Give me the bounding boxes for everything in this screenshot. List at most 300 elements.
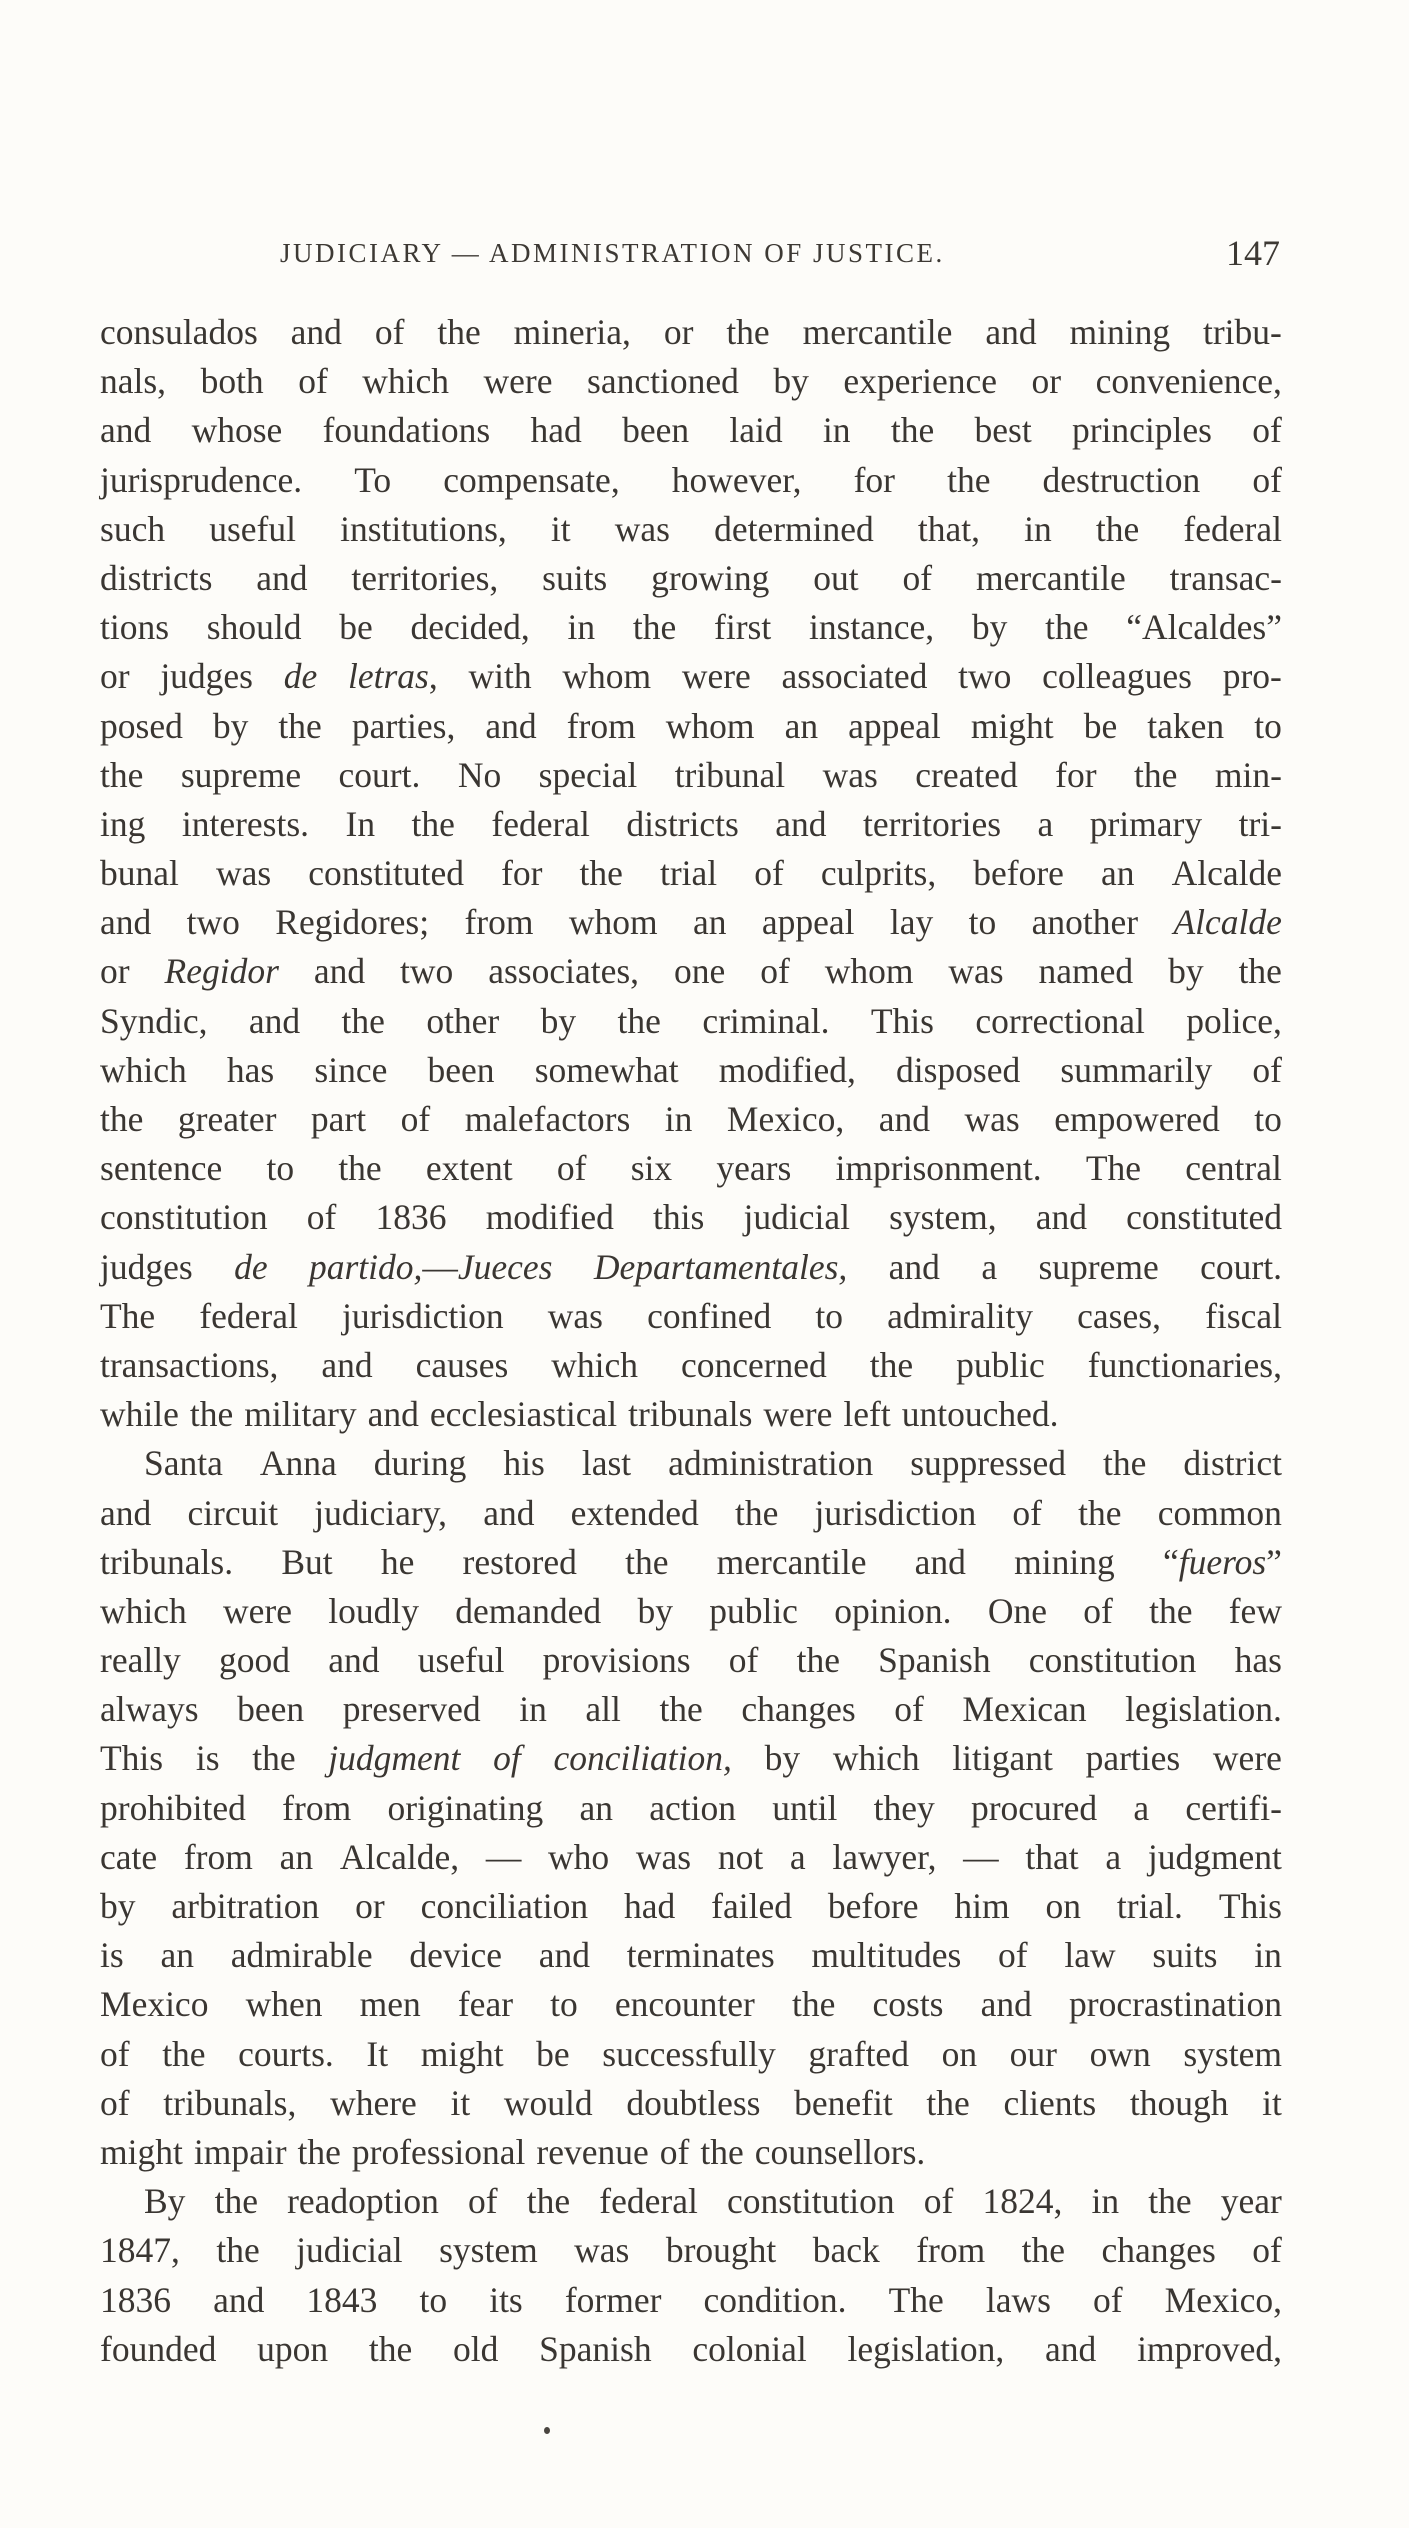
- text-line: [100, 702, 1282, 751]
- word: and: [213, 2279, 265, 2320]
- word: useful: [417, 1640, 505, 1681]
- word: mercantile: [975, 557, 1126, 598]
- word: the: [659, 1689, 703, 1730]
- word: appeal: [848, 705, 941, 746]
- word: constituted: [308, 853, 464, 894]
- word: useful: [209, 508, 296, 549]
- word: determined: [714, 508, 874, 549]
- word: from: [916, 2230, 986, 2271]
- word: failed: [711, 1886, 792, 1926]
- word: was: [948, 951, 1004, 992]
- text-line: [100, 1439, 1282, 1488]
- word: destruction: [1042, 459, 1201, 500]
- word: his: [503, 1443, 545, 1484]
- word: by: [764, 1738, 801, 1779]
- word: of: [1252, 1049, 1282, 1090]
- word: greater: [177, 1099, 277, 1139]
- text-line: [100, 2325, 1282, 2374]
- word: by: [637, 1590, 673, 1631]
- word: not: [717, 1836, 764, 1877]
- word: circuit: [187, 1492, 279, 1533]
- word: six: [630, 1148, 673, 1189]
- word: impair: [193, 2131, 287, 2172]
- word: preserved: [342, 1689, 481, 1730]
- word: by: [100, 1886, 136, 1926]
- word: legislation,: [847, 2328, 1005, 2369]
- word: originating: [387, 1787, 544, 1828]
- word: trial.: [1116, 1886, 1183, 1926]
- word: they: [873, 1787, 935, 1828]
- word: laws: [985, 2279, 1051, 2320]
- word: and: [100, 410, 152, 451]
- text-line: [100, 1489, 1282, 1538]
- word: whom: [824, 951, 914, 992]
- word: special: [538, 754, 638, 795]
- word: the: [792, 1984, 836, 2025]
- word: de: [234, 1246, 268, 1287]
- word: were: [483, 361, 553, 402]
- word: years: [716, 1148, 792, 1189]
- word: the: [1149, 1590, 1193, 1631]
- word: two: [400, 951, 454, 992]
- word: This: [100, 1738, 164, 1779]
- word: judicial: [743, 1197, 850, 1238]
- word: arbitration: [171, 1886, 320, 1926]
- word: the: [1095, 508, 1140, 549]
- word: a: [789, 1836, 806, 1877]
- word: one: [673, 951, 726, 992]
- word: Anna: [259, 1443, 337, 1484]
- word: federal: [491, 803, 590, 844]
- word: was: [822, 754, 878, 795]
- word: that: [1025, 1836, 1079, 1877]
- word: it: [450, 2082, 471, 2123]
- text-line: [100, 308, 1282, 357]
- word: min-: [1214, 754, 1282, 795]
- word: modified: [485, 1197, 614, 1238]
- word: But: [281, 1541, 333, 1582]
- word: in: [519, 1689, 547, 1730]
- word: —: [963, 1836, 999, 1877]
- word: improved,: [1137, 2328, 1282, 2369]
- word: One: [987, 1590, 1047, 1631]
- word: in: [1024, 508, 1052, 549]
- word: the: [700, 2131, 744, 2172]
- word: suits: [1152, 1935, 1218, 1976]
- word: tribunals: [628, 1394, 753, 1435]
- word: constituted: [1126, 1197, 1282, 1238]
- word: where: [330, 2082, 417, 2123]
- word: doubtless: [626, 2082, 761, 2123]
- word: this: [653, 1197, 705, 1238]
- word: the: [437, 312, 481, 352]
- word: for: [1055, 754, 1097, 795]
- word: good: [219, 1640, 291, 1681]
- word: the: [734, 1492, 779, 1533]
- word: The: [888, 2279, 944, 2320]
- word: somewhat: [534, 1049, 679, 1090]
- word: until: [772, 1787, 838, 1828]
- word: the: [189, 1394, 234, 1435]
- word: of: [298, 361, 328, 402]
- word: and: [321, 1344, 373, 1385]
- word: Santa: [144, 1443, 223, 1484]
- text-line: [100, 1144, 1282, 1193]
- word: letras,: [347, 656, 438, 697]
- word: tribunals,: [163, 2082, 297, 2123]
- word: ing: [100, 803, 146, 844]
- word: district: [1183, 1443, 1282, 1484]
- word: cate: [100, 1836, 158, 1877]
- word: 1824,: [982, 2181, 1063, 2222]
- word: which: [362, 361, 450, 402]
- word: constitution: [726, 2181, 895, 2222]
- text-line: [100, 1636, 1282, 1685]
- text-line: [100, 1587, 1282, 1636]
- word: and: [100, 1492, 152, 1533]
- word: jurisdiction: [814, 1492, 977, 1533]
- word: certifi-: [1185, 1787, 1282, 1828]
- word: professional: [351, 2131, 526, 2172]
- word: to: [550, 1984, 578, 2025]
- text-line: [100, 1292, 1282, 1341]
- page-number: 147: [1226, 233, 1280, 273]
- word: untouched.: [901, 1394, 1059, 1435]
- word: It: [366, 2033, 389, 2074]
- word: partido,—Jueces: [308, 1246, 553, 1287]
- word: of: [754, 853, 784, 894]
- word: foundations: [322, 410, 491, 451]
- word: causes: [415, 1344, 509, 1385]
- word: court.: [338, 754, 421, 795]
- word: supreme: [180, 754, 302, 795]
- word: the: [1045, 607, 1089, 648]
- word: jurisdiction: [341, 1295, 504, 1336]
- word: judges: [100, 1246, 193, 1287]
- word: cases,: [1077, 1295, 1161, 1336]
- word: and: [888, 1246, 940, 1287]
- text-line: [100, 1734, 1282, 1783]
- word: of: [1252, 410, 1282, 451]
- word: the: [726, 312, 770, 352]
- word: or: [100, 951, 130, 992]
- word: changes: [1101, 2230, 1216, 2271]
- word: the: [796, 1640, 840, 1681]
- word: parties,: [351, 705, 456, 746]
- word: back: [812, 2230, 880, 2271]
- word: both: [200, 361, 264, 402]
- word: of: [1012, 1492, 1042, 1533]
- word: transactions,: [100, 1344, 279, 1385]
- text-line: [100, 1882, 1282, 1931]
- word: Spanish: [539, 2328, 652, 2369]
- word: the: [297, 2131, 341, 2172]
- text-line: [100, 1538, 1282, 1587]
- word: and: [985, 312, 1037, 352]
- word: 1847,: [100, 2230, 180, 2271]
- word: terminates: [626, 1935, 775, 1976]
- word: the: [100, 754, 144, 795]
- word: be: [1083, 705, 1118, 746]
- word: the: [214, 2181, 258, 2222]
- word: has: [1234, 1640, 1282, 1681]
- word: the: [1102, 1443, 1147, 1484]
- word: an: [579, 1787, 613, 1828]
- word: it: [550, 508, 571, 549]
- word: was: [574, 2230, 630, 2271]
- word: common: [1157, 1492, 1282, 1533]
- word: ecclesiastical: [429, 1394, 618, 1435]
- word: To: [354, 459, 392, 500]
- word: associates,: [488, 951, 640, 992]
- word: districts: [100, 557, 213, 598]
- word: a: [1037, 803, 1054, 844]
- word: and: [775, 803, 827, 844]
- word: created: [915, 754, 1018, 795]
- word: from: [464, 902, 534, 943]
- word: opinion.: [834, 1590, 952, 1631]
- word: last: [581, 1443, 632, 1484]
- word: suits: [542, 557, 608, 598]
- word: from: [183, 1836, 253, 1877]
- word: the: [890, 410, 935, 451]
- word: judgment: [328, 1738, 461, 1779]
- word: and: [248, 1000, 301, 1041]
- word: of: [728, 1640, 759, 1681]
- word: might: [100, 2131, 183, 2172]
- word: to: [1254, 705, 1282, 746]
- word: judicial: [296, 2230, 403, 2271]
- word: is: [100, 1935, 124, 1976]
- word: own: [1089, 2033, 1151, 2074]
- word: the: [947, 459, 991, 500]
- word: correctional: [975, 1000, 1145, 1041]
- word: two: [186, 902, 240, 943]
- word: military: [244, 1394, 357, 1435]
- text-line: [100, 357, 1282, 406]
- word: confined: [647, 1295, 772, 1336]
- word: by: [971, 607, 1008, 648]
- word: which: [100, 1590, 187, 1631]
- word: the: [1148, 2181, 1192, 2222]
- word: tribunals.: [100, 1541, 234, 1582]
- word: benefit: [794, 2082, 893, 2123]
- text-line: [100, 2030, 1282, 2079]
- word: judges: [160, 656, 253, 697]
- word: Regidor: [164, 951, 279, 992]
- word: admirable: [230, 1935, 373, 1976]
- word: has: [226, 1049, 275, 1090]
- word: federal: [199, 1295, 298, 1336]
- word: instance,: [808, 607, 935, 648]
- word: of: [894, 1689, 924, 1730]
- word: was: [635, 1836, 692, 1877]
- word: Mexican: [962, 1689, 1087, 1730]
- word: and: [290, 312, 342, 352]
- word: compensate,: [443, 459, 620, 500]
- word: changes: [741, 1689, 856, 1730]
- word: of: [998, 1935, 1028, 1976]
- word: extended: [570, 1492, 699, 1533]
- word: really: [100, 1640, 181, 1681]
- word: an: [692, 902, 727, 943]
- word: be: [536, 2033, 570, 2074]
- word: and: [485, 705, 537, 746]
- word: of: [556, 1148, 587, 1189]
- text-line: [100, 1685, 1282, 1734]
- word: of: [374, 312, 405, 352]
- word: Alcalde,: [339, 1836, 460, 1877]
- word: the: [1238, 951, 1282, 992]
- word: when: [245, 1984, 323, 2025]
- word: to: [815, 1295, 844, 1336]
- word: legislation.: [1125, 1689, 1282, 1730]
- word: the: [579, 853, 623, 894]
- word: parties: [1085, 1738, 1181, 1779]
- text-line: [100, 1046, 1282, 1095]
- word: Alcalde: [1171, 853, 1282, 894]
- word: of: [1252, 2230, 1282, 2271]
- word: the: [368, 2328, 413, 2369]
- word: which: [832, 1738, 920, 1779]
- word: by: [212, 705, 249, 746]
- word: was: [614, 508, 670, 549]
- word: been: [237, 1689, 305, 1730]
- text-line: [100, 456, 1282, 505]
- word: lawyer,: [832, 1836, 937, 1877]
- word: named: [1038, 951, 1134, 992]
- word: before: [973, 853, 1064, 894]
- word: might: [420, 2033, 504, 2074]
- word: modified,: [718, 1049, 856, 1090]
- word: Syndic,: [100, 1000, 208, 1041]
- word: growing: [651, 557, 770, 598]
- word: the: [625, 1541, 669, 1582]
- running-title: JUDICIARY — ADMINISTRATION OF JUSTICE.: [280, 238, 945, 268]
- word: prohibited: [100, 1787, 246, 1828]
- word: territories: [863, 803, 1002, 844]
- word: of: [100, 2033, 130, 2074]
- word: disposed: [896, 1049, 1021, 1090]
- word: provisions: [542, 1640, 691, 1681]
- word: colleagues: [1042, 656, 1192, 697]
- word: territories,: [351, 557, 499, 598]
- word: by: [773, 361, 809, 402]
- word: summarily: [1060, 1049, 1213, 1090]
- text-line: [100, 652, 1282, 701]
- word: decided,: [410, 607, 530, 648]
- word: that,: [917, 508, 981, 549]
- word: of: [306, 1197, 337, 1238]
- word: The: [100, 1295, 156, 1336]
- word: tions: [100, 607, 170, 648]
- word: fiscal: [1205, 1295, 1282, 1336]
- word: and: [878, 1099, 930, 1139]
- word: founded: [100, 2328, 217, 2369]
- word: of: [468, 2181, 498, 2222]
- word: the: [100, 1099, 144, 1139]
- word: Spanish: [878, 1640, 991, 1681]
- word: however,: [671, 459, 802, 500]
- word: and: [313, 951, 366, 992]
- word: the: [869, 1344, 914, 1385]
- text-line: [100, 1095, 1282, 1144]
- word: a: [1133, 1787, 1150, 1828]
- word: the: [216, 2230, 260, 2271]
- word: the: [1078, 1492, 1122, 1533]
- word: of: [760, 951, 790, 992]
- text-line: [100, 898, 1282, 947]
- word: the: [338, 1148, 382, 1189]
- word: and: [483, 1492, 535, 1533]
- word: 1836: [100, 2279, 171, 2320]
- word: to: [419, 2279, 448, 2320]
- word: had: [530, 410, 582, 451]
- word: were: [763, 1394, 833, 1435]
- word: taken: [1147, 705, 1225, 746]
- word: by: [1168, 951, 1204, 992]
- word: “Alcaldes”: [1126, 607, 1282, 648]
- word: would: [503, 2082, 593, 2123]
- word: best: [974, 410, 1032, 451]
- word: in: [664, 1099, 693, 1139]
- text-line: [100, 1833, 1282, 1882]
- word: and: [328, 1640, 380, 1681]
- word: supreme: [1038, 1246, 1159, 1287]
- word: In: [345, 803, 376, 844]
- word: jurisprudence.: [100, 459, 303, 500]
- word: men: [359, 1984, 421, 2025]
- text-line: [100, 2226, 1282, 2275]
- word: all: [585, 1689, 621, 1730]
- word: primary: [1089, 803, 1203, 844]
- word: institutions,: [340, 508, 507, 549]
- text-line: [100, 1980, 1282, 2029]
- word: an: [279, 1836, 314, 1877]
- word: the: [341, 1000, 385, 1041]
- word: an: [160, 1935, 194, 1976]
- word: courts.: [238, 2033, 334, 2074]
- word: the: [1134, 754, 1178, 795]
- word: system: [439, 2230, 538, 2271]
- word: in: [567, 607, 596, 648]
- word: constitution: [100, 1197, 268, 1238]
- word: public: [956, 1344, 1045, 1385]
- word: laid: [729, 410, 783, 451]
- word: the: [411, 803, 455, 844]
- word: police,: [1186, 1000, 1282, 1041]
- word: sanctioned: [587, 361, 739, 402]
- word: extent: [425, 1148, 513, 1189]
- word: Regidores;: [275, 902, 430, 943]
- word: mining: [1014, 1541, 1115, 1582]
- word: of: [923, 2181, 954, 2222]
- word: mineria,: [513, 312, 631, 352]
- word: demanded: [455, 1590, 602, 1631]
- ink-speck: [544, 2427, 550, 2434]
- word: tribunal: [674, 754, 786, 795]
- word: and: [538, 1935, 591, 1976]
- word: consulados: [100, 312, 258, 352]
- word: imprisonment.: [835, 1148, 1042, 1189]
- word: conciliation,: [553, 1738, 732, 1779]
- word: or: [100, 656, 130, 697]
- word: former: [564, 2279, 662, 2320]
- word: experience: [843, 361, 998, 402]
- word: federal: [599, 2181, 698, 2222]
- body-text: [100, 308, 1282, 2374]
- word: sentence: [100, 1148, 223, 1189]
